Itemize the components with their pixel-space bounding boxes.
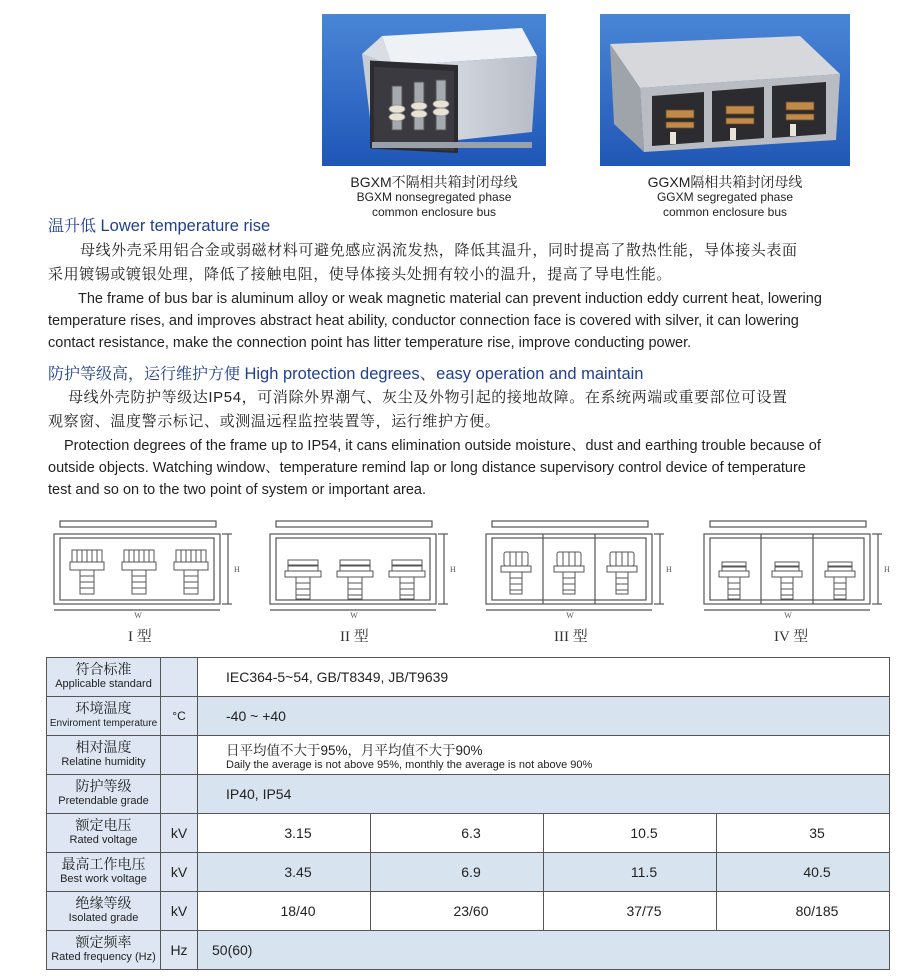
- rated-voltage-label-en: Rated voltage: [69, 834, 138, 846]
- section1-paragraph-en: [48, 288, 890, 354]
- temperature-unit: °C: [161, 697, 198, 736]
- humidity-value-zh: 日平均值不大于95%，月平均值不大于90%: [226, 743, 483, 758]
- section1-heading: [48, 213, 270, 236]
- type-4-cross-section: [700, 518, 890, 618]
- table-row-frequency: [47, 931, 890, 970]
- type-4-label: IV 型: [774, 629, 809, 645]
- section1-en-line-1: The frame of bus bar is aluminum alloy or weak magnetic material can prevent induction eddy current heat, lowering: [78, 291, 822, 307]
- insulation-label-en: Isolated grade: [68, 912, 139, 924]
- table-row-humidity: [47, 736, 890, 775]
- insulation-label-zh: 绝缘等级: [75, 895, 132, 911]
- section2-en-line-3: test and so on to the two point of system or important area.: [48, 482, 427, 498]
- section1-en-line-2: temperature rises, and improves abstract heat ability, conductor connection face is covered with silver, it can lowering: [48, 313, 799, 329]
- table-row-standard: [47, 658, 890, 697]
- standard-label-zh: 符合标准: [75, 661, 132, 677]
- frequency-value: 50(60): [198, 931, 890, 970]
- table-row-best-voltage: [47, 853, 890, 892]
- temperature-label: [47, 697, 161, 736]
- standard-label-en: Applicable standard: [55, 678, 152, 690]
- insulation-value-1: 18/40: [198, 892, 371, 931]
- humidity-label: [47, 736, 161, 775]
- protection-value: IP40, IP54: [198, 775, 890, 814]
- table-row-temperature: [47, 697, 890, 736]
- rated-voltage-value-3: 10.5: [544, 814, 717, 853]
- best-voltage-value-3: 11.5: [544, 853, 717, 892]
- humidity-value-en: Daily the average is not above 95%, monthly the average is not above 90%: [226, 759, 593, 771]
- insulation-value-3: 37/75: [544, 892, 717, 931]
- type-2-cross-section: [266, 518, 456, 618]
- frequency-label-zh: 额定频率: [75, 934, 132, 950]
- best-voltage-unit: kV: [161, 853, 198, 892]
- temperature-label-en: Enviroment temperature: [49, 718, 158, 729]
- section1-en-line-3: contact resistance, make the connection point has litter temperature rise, improve conducting power.: [48, 335, 692, 351]
- section2-zh-line-2: 观察窗、温度警示标记、或测温远程监控装置等，运行维护方便。: [48, 413, 501, 430]
- type-3-width-label: W: [566, 611, 574, 618]
- frequency-unit: Hz: [161, 931, 198, 970]
- insulation-label: [47, 892, 161, 931]
- diagram-type-4: [700, 518, 890, 623]
- diagram-type-3: [482, 518, 672, 623]
- rated-voltage-value-2: 6.3: [371, 814, 544, 853]
- type-2-label: II 型: [340, 629, 369, 645]
- type-1-cross-section: [50, 518, 240, 618]
- frequency-label-en: Rated frequency (Hz): [51, 951, 156, 963]
- type-3-height-label: H: [666, 565, 672, 574]
- best-voltage-label: [47, 853, 161, 892]
- temperature-label-zh: 环境温度: [75, 700, 132, 716]
- bgxm-photo: [322, 14, 546, 166]
- humidity-unit: [161, 736, 198, 775]
- table-row-insulation: [47, 892, 890, 931]
- standard-label: [47, 658, 161, 697]
- type-1-width-label: W: [134, 611, 142, 618]
- diagram-type-2: [266, 518, 456, 623]
- insulation-unit: kV: [161, 892, 198, 931]
- type-2-width-label: W: [350, 611, 358, 618]
- type-4-height-label: H: [884, 565, 890, 574]
- type-3-label: III 型: [554, 629, 588, 645]
- table-row-protection: [47, 775, 890, 814]
- protection-label-zh: 防护等级: [75, 778, 132, 794]
- best-voltage-value-2: 6.9: [371, 853, 544, 892]
- bgxm-caption-zh: BGXM不隔相共箱封闭母线: [350, 174, 518, 190]
- rated-voltage-value-1: 3.15: [198, 814, 371, 853]
- insulation-value-2: 23/60: [371, 892, 544, 931]
- type-1-label: I 型: [128, 629, 152, 645]
- rated-voltage-label: [47, 814, 161, 853]
- best-voltage-label-en: Best work voltage: [60, 873, 147, 885]
- section2-en-line-2: outside objects. Watching window、temperature remind lap or long distance supervisory control device of temperature: [48, 460, 806, 476]
- bgxm-caption: [322, 175, 546, 220]
- standard-unit: [161, 658, 198, 697]
- temperature-value: -40 ~ +40: [198, 697, 890, 736]
- ggxm-caption-en-2: common enclosure bus: [662, 205, 788, 219]
- rated-voltage-label-zh: 额定电压: [75, 817, 132, 833]
- insulation-value-4: 80/185: [717, 892, 890, 931]
- specification-table: [46, 657, 890, 970]
- ggxm-photo: [600, 14, 850, 166]
- section2-zh-line-1: 母线外壳防护等级达IP54，可消除外界潮气、灰尘及外物引起的接地故障。在系统两端或重要部位可设置: [68, 389, 788, 406]
- section2-heading: [48, 360, 643, 384]
- protection-label: [47, 775, 161, 814]
- section1-heading-zh: 温升低: [48, 218, 97, 235]
- type-2-height-label: H: [450, 565, 456, 574]
- ggxm-caption-zh: GGXM隔相共箱封闭母线: [647, 174, 803, 190]
- best-voltage-value-1: 3.45: [198, 853, 371, 892]
- protection-unit: [161, 775, 198, 814]
- section2-en-line-1: Protection degrees of the frame up to IP54, it cans elimination outside moisture、dust and earthing trouble because of: [64, 438, 821, 454]
- section1-zh-line-2: 采用镀锡或镀银处理，降低了接触电阻，使导体接头处拥有较小的温升，提高了导电性能。: [48, 266, 673, 283]
- rated-voltage-unit: kV: [161, 814, 198, 853]
- section2-heading-zh: 防护等级高，运行维护方便: [48, 366, 241, 383]
- section2-heading-en: High protection degrees、easy operation and maintain: [244, 365, 644, 383]
- section1-zh-line-1: 母线外壳采用铝合金或弱磁材料可避免感应涡流发热，降低其温升，同时提高了散热性能，导体接头表面: [80, 242, 798, 259]
- type-4-width-label: W: [784, 611, 792, 618]
- humidity-label-en: Relatine humidity: [61, 756, 146, 768]
- type-3-cross-section: [482, 518, 672, 618]
- section1-paragraph-zh: [48, 239, 890, 287]
- humidity-value: [198, 736, 890, 775]
- best-voltage-label-zh: 最高工作电压: [61, 856, 146, 872]
- section2-paragraph-en: [48, 435, 890, 501]
- bgxm-caption-en-2: common enclosure bus: [371, 205, 497, 219]
- humidity-label-zh: 相对温度: [75, 739, 132, 755]
- frequency-label: [47, 931, 161, 970]
- type-1-height-label: H: [234, 565, 240, 574]
- section2-paragraph-zh: [48, 386, 890, 434]
- diagram-type-1: [50, 518, 240, 623]
- table-row-rated-voltage: [47, 814, 890, 853]
- bgxm-caption-en-1: BGXM nonsegregated phase: [356, 190, 512, 204]
- best-voltage-value-4: 40.5: [717, 853, 890, 892]
- protection-label-en: Pretendable grade: [58, 795, 149, 807]
- rated-voltage-value-4: 35: [717, 814, 890, 853]
- section1-heading-en: Lower temperature rise: [100, 217, 271, 235]
- ggxm-caption-en-1: GGXM segregated phase: [656, 190, 794, 204]
- ggxm-caption: [600, 175, 850, 220]
- standard-value: IEC364-5~54, GB/T8349, JB/T9639: [198, 658, 890, 697]
